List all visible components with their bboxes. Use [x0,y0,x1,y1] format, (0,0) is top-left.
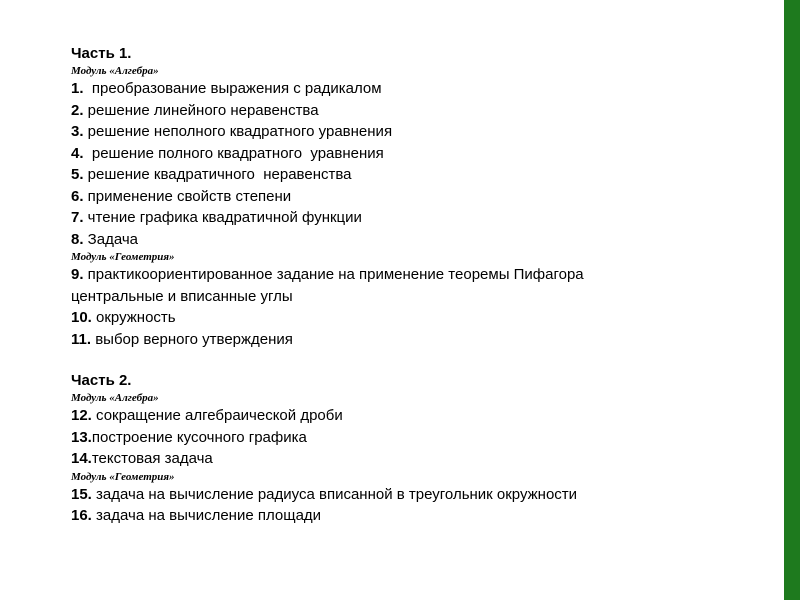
list-item [71,164,771,186]
list-item [71,505,771,527]
item-number: 16. [71,507,92,524]
part1-algebra-list [71,78,771,250]
list-item [71,143,771,165]
item-text: сокращение алгебраической дроби [91,407,343,424]
list-item [71,329,771,351]
item-text: решение квадратичного неравенства [83,166,352,183]
list-item [71,78,771,100]
item-text: текстовая задача [91,450,213,467]
item-text: чтение графика квадратичной функции [83,209,362,226]
item-text: решение полного квадратного уравнения [83,144,384,162]
part1-module-geometry: Модуль «Геометрия» [71,251,175,263]
part1-geometry-list [71,264,771,350]
list-item [71,484,771,506]
item-number: 7. [71,209,84,226]
list-item [71,186,771,208]
item-number: 10. [71,309,92,326]
item-text: центральные и вписанные углы [71,287,293,305]
item-number: 12. [71,407,92,424]
list-item [71,448,771,470]
item-text: применение свойств степени [83,187,292,205]
item-number: 3. [71,123,84,140]
item-text: решение неполного квадратного уравнения [83,123,393,140]
list-item [71,207,771,229]
spacer [71,350,771,371]
item-number: 13. [71,428,92,446]
item-text: преобразование выражения с радикалом [83,80,382,97]
list-item [71,286,771,308]
item-number: 11. [71,330,92,348]
item-number: 9. [71,266,84,283]
item-number: 5. [71,166,84,183]
item-number: 14. [71,450,92,467]
list-item [71,307,771,329]
part2-module-algebra: Модуль «Алгебра» [71,392,159,404]
part2-title: Часть 2. [71,372,132,389]
item-number: 8. [71,230,84,248]
item-number: 15. [71,485,92,503]
item-number: 6. [71,187,84,205]
item-text: выбор верного утверждения [91,330,293,348]
item-text: решение линейного неравенства [83,101,319,119]
item-text: задача на вычисление радиуса вписанной в треугольник окружности [91,485,578,503]
part2-module-geometry: Модуль «Геометрия» [71,470,175,483]
item-text: задача на вычисление площади [91,507,322,524]
item-text: Задача [83,230,139,248]
item-text: построение кусочного графика [91,428,307,446]
item-number: 4. [71,144,84,162]
part1-module-algebra: Модуль «Алгебра» [71,65,159,77]
list-item [71,427,771,449]
part2-algebra-list [71,405,771,470]
part1-title: Часть 1. [71,45,132,62]
item-number: 2. [71,101,84,119]
list-item [71,121,771,143]
list-item [71,405,771,427]
list-item [71,229,771,251]
content-area [71,44,771,527]
item-text: окружность [91,309,176,326]
list-item [71,264,771,286]
item-number: 1. [71,80,84,97]
item-text: практикоориентированное задание на применение теоремы Пифагора [83,266,584,283]
accent-bar [784,0,800,600]
list-item [71,100,771,122]
part2-geometry-list [71,484,771,527]
